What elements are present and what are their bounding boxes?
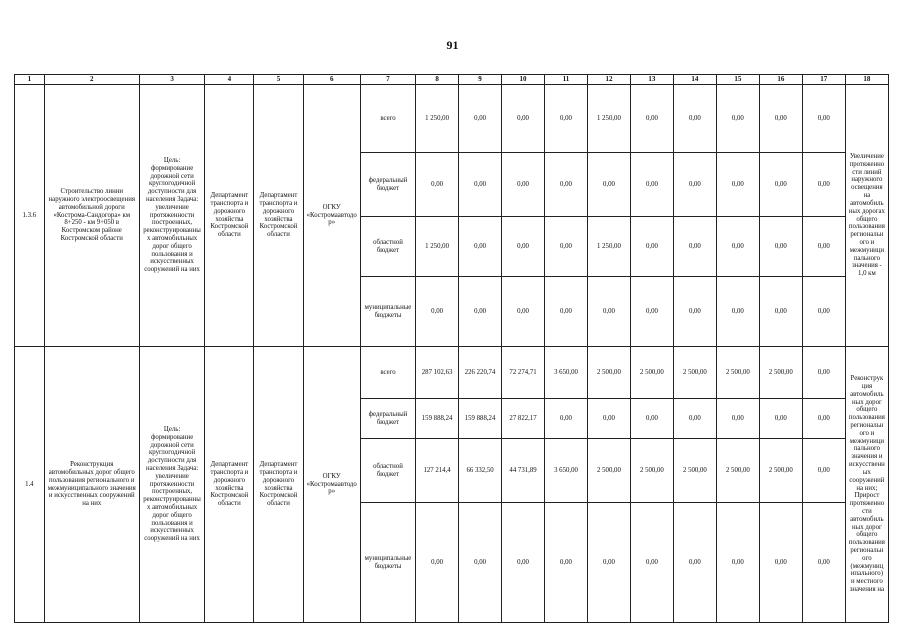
value-cell: 0,00 <box>630 399 673 439</box>
value-cell: 0,00 <box>716 399 759 439</box>
value-cell: 0,00 <box>502 277 545 347</box>
measure-goal: Цель: формирование дорожной сети круглогодичной доступности для населения Задача: увеличение протяженности построенных, реконструированных автомобильных дорог общего пользования и искусственных сооружений на них <box>139 85 204 347</box>
value-cell: 0,00 <box>759 85 802 153</box>
value-cell: 0,00 <box>802 217 845 277</box>
value-cell: 2 500,00 <box>759 439 802 503</box>
value-cell: 0,00 <box>802 439 845 503</box>
value-cell: 2 500,00 <box>759 347 802 399</box>
col-number: 11 <box>545 75 588 85</box>
value-cell: 159 888,24 <box>459 399 502 439</box>
row-id: 1.4 <box>15 347 45 623</box>
responsible-department: Департамент транспорта и дорожного хозяйства Костромской области <box>205 85 254 347</box>
col-number: 16 <box>759 75 802 85</box>
value-cell: 0,00 <box>416 503 459 623</box>
funding-source: всего <box>360 85 415 153</box>
value-cell: 0,00 <box>587 153 630 217</box>
value-cell: 0,00 <box>459 503 502 623</box>
value-cell: 0,00 <box>630 153 673 217</box>
value-cell: 0,00 <box>545 399 588 439</box>
value-cell: 0,00 <box>587 399 630 439</box>
measure-goal: Цель: формирование дорожной сети круглогодичной доступности для населения Задача: увеличение протяженности построенных, реконструированных автомобильных дорог общего пользования и искусственных сооружений на них <box>139 347 204 623</box>
col-number: 12 <box>587 75 630 85</box>
value-cell: 0,00 <box>759 399 802 439</box>
value-cell: 0,00 <box>545 503 588 623</box>
value-cell: 3 650,00 <box>545 439 588 503</box>
value-cell: 0,00 <box>802 503 845 623</box>
value-cell: 0,00 <box>545 153 588 217</box>
value-cell: 0,00 <box>716 153 759 217</box>
col-number: 5 <box>254 75 303 85</box>
value-cell: 0,00 <box>716 217 759 277</box>
executor: ОГКУ «Костромаавтодор» <box>303 347 360 623</box>
value-cell: 0,00 <box>716 277 759 347</box>
value-cell: 2 500,00 <box>716 439 759 503</box>
col-number: 15 <box>716 75 759 85</box>
expected-result: Реконструкция автомобильных дорог общего пользования регионального и межмуниципального значения и искусственных сооружений на них; Прирост протяженности автомобильных дорог общего пользования регионального (межмуниципального) и местного значения на <box>845 347 888 623</box>
value-cell: 0,00 <box>587 277 630 347</box>
value-cell: 0,00 <box>802 153 845 217</box>
funding-source: муниципальные бюджеты <box>360 503 415 623</box>
col-number: 14 <box>673 75 716 85</box>
value-cell: 0,00 <box>759 217 802 277</box>
col-number: 13 <box>630 75 673 85</box>
value-cell: 0,00 <box>673 217 716 277</box>
value-cell: 0,00 <box>416 153 459 217</box>
value-cell: 0,00 <box>802 85 845 153</box>
funding-source: муниципальные бюджеты <box>360 277 415 347</box>
col-number: 17 <box>802 75 845 85</box>
co-executor-department: Департамент транспорта и дорожного хозяйства Костромской области <box>254 347 303 623</box>
value-cell: 0,00 <box>502 503 545 623</box>
value-cell: 0,00 <box>759 153 802 217</box>
value-cell: 0,00 <box>459 217 502 277</box>
col-number: 2 <box>44 75 139 85</box>
value-cell: 2 500,00 <box>673 439 716 503</box>
measure-name: Реконструкция автомобильных дорог общего пользования регионального и межмуниципального значения и искусственных сооружений на них <box>44 347 139 623</box>
value-cell: 0,00 <box>630 277 673 347</box>
value-cell: 0,00 <box>630 503 673 623</box>
value-cell: 0,00 <box>673 399 716 439</box>
value-cell: 0,00 <box>802 277 845 347</box>
value-cell: 0,00 <box>802 347 845 399</box>
value-cell: 27 822,17 <box>502 399 545 439</box>
value-cell: 0,00 <box>716 503 759 623</box>
value-cell: 0,00 <box>416 277 459 347</box>
value-cell: 0,00 <box>545 85 588 153</box>
value-cell: 0,00 <box>673 153 716 217</box>
table-row <box>15 347 889 399</box>
value-cell: 0,00 <box>502 85 545 153</box>
value-cell: 72 274,71 <box>502 347 545 399</box>
col-number: 18 <box>845 75 888 85</box>
value-cell: 2 500,00 <box>587 439 630 503</box>
value-cell: 0,00 <box>545 217 588 277</box>
value-cell: 1 250,00 <box>416 217 459 277</box>
responsible-department: Департамент транспорта и дорожного хозяйства Костромской области <box>205 347 254 623</box>
value-cell: 1 250,00 <box>587 85 630 153</box>
value-cell: 2 500,00 <box>630 439 673 503</box>
value-cell: 0,00 <box>545 277 588 347</box>
program-table <box>14 74 889 623</box>
value-cell: 2 500,00 <box>716 347 759 399</box>
value-cell: 1 250,00 <box>587 217 630 277</box>
column-numbers-row <box>15 75 889 85</box>
col-number: 10 <box>502 75 545 85</box>
funding-source: всего <box>360 347 415 399</box>
col-number: 6 <box>303 75 360 85</box>
col-number: 4 <box>205 75 254 85</box>
value-cell: 2 500,00 <box>673 347 716 399</box>
value-cell: 3 650,00 <box>545 347 588 399</box>
value-cell: 0,00 <box>630 85 673 153</box>
value-cell: 66 332,50 <box>459 439 502 503</box>
value-cell: 127 214,4 <box>416 439 459 503</box>
co-executor-department: Департамент транспорта и дорожного хозяйства Костромской области <box>254 85 303 347</box>
col-number: 9 <box>459 75 502 85</box>
table-row <box>15 85 889 153</box>
value-cell: 0,00 <box>502 217 545 277</box>
value-cell: 0,00 <box>759 503 802 623</box>
value-cell: 1 250,00 <box>416 85 459 153</box>
value-cell: 0,00 <box>630 217 673 277</box>
value-cell: 0,00 <box>502 153 545 217</box>
value-cell: 0,00 <box>673 85 716 153</box>
value-cell: 226 220,74 <box>459 347 502 399</box>
value-cell: 0,00 <box>459 277 502 347</box>
value-cell: 0,00 <box>587 503 630 623</box>
expected-result: Увеличение протяженности линий наружного освещения на автомобильных дорогах общего пользования регионального и межмуниципального значения - 1,0 км <box>845 85 888 347</box>
value-cell: 287 102,63 <box>416 347 459 399</box>
col-number: 8 <box>416 75 459 85</box>
value-cell: 0,00 <box>673 503 716 623</box>
value-cell: 159 888,24 <box>416 399 459 439</box>
measure-name: Строительство линии наружного электроосвещения автомобильной дороги «Кострома-Сандогора» км 8+250 - км 9+050 в Костромском районе Костромской области <box>44 85 139 347</box>
value-cell: 2 500,00 <box>630 347 673 399</box>
funding-source: областной бюджет <box>360 217 415 277</box>
executor: ОГКУ «Костромаавтодор» <box>303 85 360 347</box>
value-cell: 2 500,00 <box>587 347 630 399</box>
col-number: 3 <box>139 75 204 85</box>
col-number: 1 <box>15 75 45 85</box>
value-cell: 0,00 <box>716 85 759 153</box>
funding-source: федеральный бюджет <box>360 399 415 439</box>
page-number: 91 <box>446 38 459 52</box>
value-cell: 0,00 <box>673 277 716 347</box>
value-cell: 0,00 <box>459 85 502 153</box>
funding-source: областной бюджет <box>360 439 415 503</box>
value-cell: 44 731,89 <box>502 439 545 503</box>
value-cell: 0,00 <box>802 399 845 439</box>
value-cell: 0,00 <box>759 277 802 347</box>
value-cell: 0,00 <box>459 153 502 217</box>
row-id: 1.3.6 <box>15 85 45 347</box>
col-number: 7 <box>360 75 415 85</box>
funding-source: федеральный бюджет <box>360 153 415 217</box>
